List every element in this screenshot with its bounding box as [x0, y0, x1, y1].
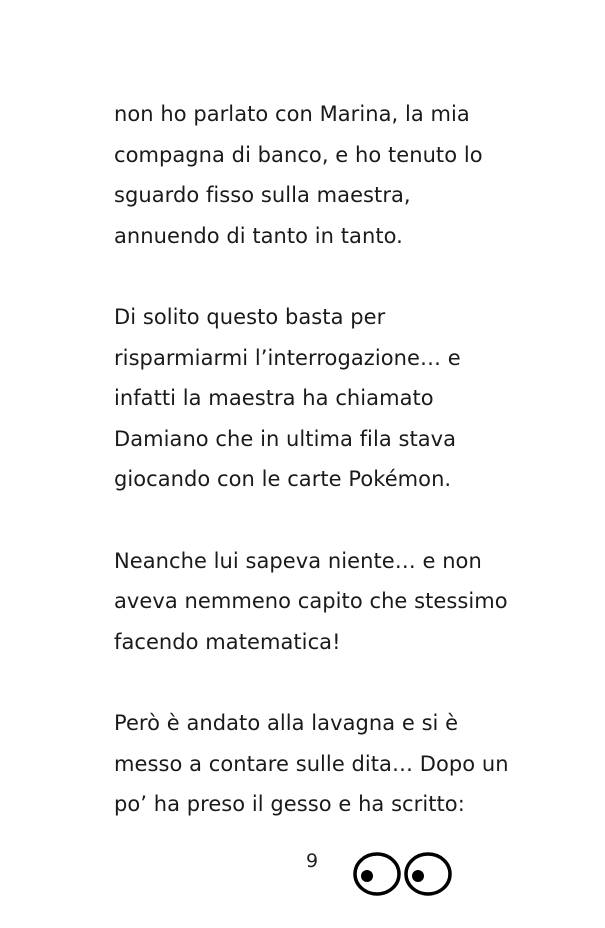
paragraph [114, 541, 544, 663]
body-text [114, 94, 544, 865]
text-line: giocando con le carte Pokémon. [114, 467, 452, 492]
text-line: Però è andato alla lavagna e si è [114, 710, 459, 735]
text-line: infatti la maestra ha chiamato [114, 386, 434, 411]
eyes-icon [352, 850, 456, 898]
page-number: 9 [306, 850, 319, 872]
text-line: annuendo di tanto in tanto. [114, 223, 403, 248]
text-line: Di solito questo basta per [114, 304, 386, 329]
right-eye [406, 854, 450, 894]
text-line: aveva nemmeno capito che stessimo [114, 589, 508, 614]
left-eye [355, 854, 399, 894]
text-line: Neanche lui sapeva niente… e non [114, 548, 482, 573]
text-line: po’ ha preso il gesso e ha scritto: [114, 792, 465, 817]
paragraph [114, 703, 544, 825]
text-line: messo a contare sulle dita… Dopo un [114, 751, 509, 776]
text-line: sguardo fisso sulla maestra, [114, 183, 411, 208]
text-line: risparmiarmi l’interrogazione… e [114, 345, 461, 370]
paragraph [114, 297, 544, 500]
text-line: facendo matematica! [114, 629, 341, 654]
text-line: compagna di banco, e ho tenuto lo [114, 142, 483, 167]
text-line: non ho parlato con Marina, la mia [114, 102, 470, 126]
text-line: Damiano che in ultima fila stava [114, 426, 457, 451]
paragraph [114, 94, 544, 256]
